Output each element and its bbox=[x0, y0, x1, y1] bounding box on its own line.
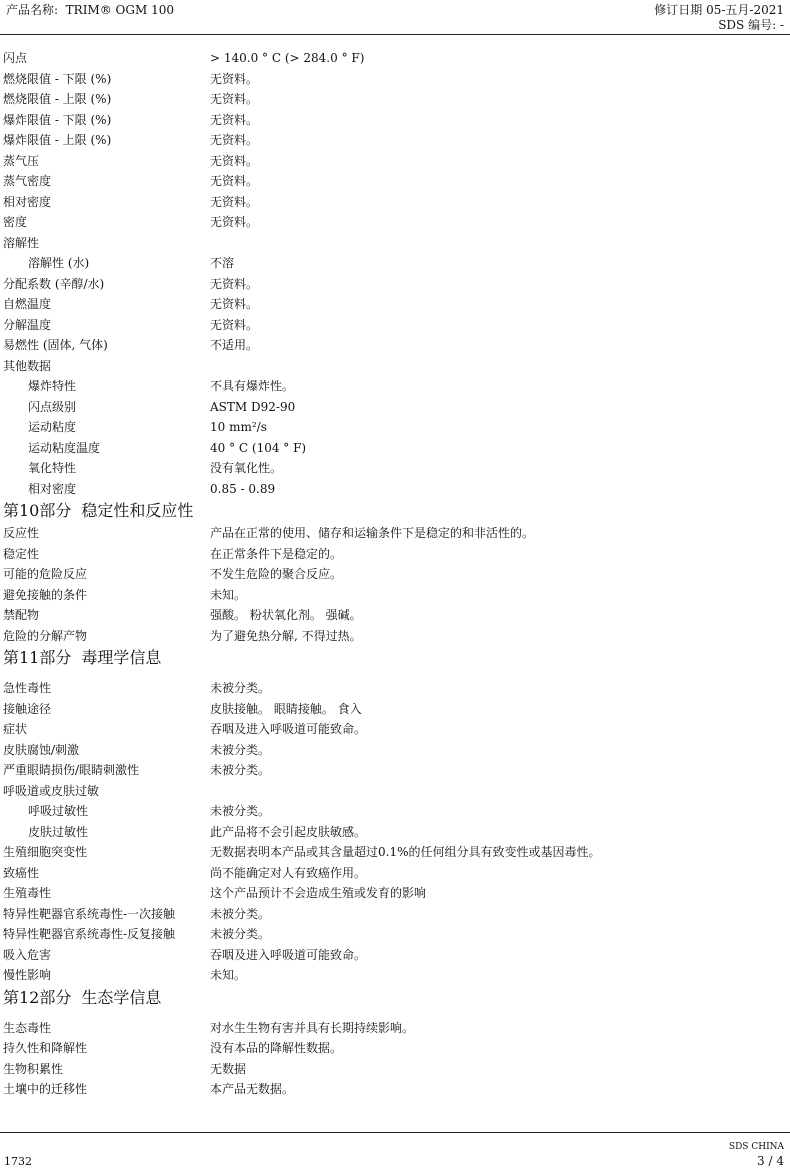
property-label: 接触途径 bbox=[3, 701, 52, 716]
property-row bbox=[0, 924, 790, 945]
property-row bbox=[0, 781, 790, 802]
property-label: 生态毒性 bbox=[3, 1020, 52, 1035]
property-value: 未被分类。 bbox=[210, 763, 271, 777]
property-row bbox=[0, 1038, 790, 1059]
section-12-number: 第12部分 bbox=[3, 987, 72, 1007]
property-label: 相对密度 bbox=[3, 194, 52, 209]
property-value: 无资料。 bbox=[210, 153, 259, 168]
property-label: 避免接触的条件 bbox=[3, 587, 88, 602]
property-label: 溶解性 bbox=[3, 235, 40, 250]
section-12-heading bbox=[0, 986, 790, 1010]
property-label: 爆炸限值 - 上限 (%) bbox=[3, 133, 112, 147]
property-value: ASTM D92-90 bbox=[210, 399, 296, 414]
section-10-number: 第10部分 bbox=[3, 501, 72, 520]
property-label: 相对密度 bbox=[28, 481, 77, 496]
property-label: 呼吸过敏性 bbox=[28, 804, 89, 818]
property-value: 无数据 bbox=[210, 1061, 247, 1076]
property-row bbox=[0, 585, 790, 606]
physical-properties-list bbox=[0, 48, 790, 499]
property-row bbox=[0, 965, 790, 986]
property-row bbox=[0, 822, 790, 843]
property-label: 严重眼睛损伤/眼睛刺激性 bbox=[3, 763, 140, 777]
property-label: 分配系数 (辛醇/水) bbox=[3, 276, 105, 291]
section-11-title: 毒理学信息 bbox=[81, 648, 162, 667]
property-label: 溶解性 (水) bbox=[28, 256, 90, 270]
property-row bbox=[0, 438, 790, 459]
property-row bbox=[0, 883, 790, 904]
property-row bbox=[0, 904, 790, 925]
property-row bbox=[0, 274, 790, 295]
region-label: SDS CHINA bbox=[728, 1142, 784, 1152]
property-label: 禁配物 bbox=[3, 608, 40, 622]
property-row bbox=[0, 315, 790, 336]
property-row bbox=[0, 130, 790, 151]
property-label: 呼吸道或皮肤过敏 bbox=[3, 783, 100, 798]
property-row bbox=[0, 212, 790, 233]
section-12-title: 生态学信息 bbox=[81, 987, 162, 1007]
property-value: 吞咽及进入呼吸道可能致命。 bbox=[210, 947, 367, 962]
property-value: 在正常条件下是稳定的。 bbox=[210, 546, 343, 561]
property-value: > 140.0 ° C (> 284.0 ° F) bbox=[210, 51, 365, 65]
property-label: 生物积累性 bbox=[3, 1061, 64, 1076]
property-value: 未被分类。 bbox=[210, 681, 271, 695]
property-value: 无资料。 bbox=[210, 174, 259, 188]
property-row bbox=[0, 479, 790, 500]
section-12-list bbox=[0, 1018, 790, 1100]
property-row bbox=[0, 678, 790, 699]
property-value: 不溶 bbox=[210, 256, 235, 270]
property-row bbox=[0, 171, 790, 192]
property-value: 无资料。 bbox=[210, 71, 259, 86]
property-row bbox=[0, 335, 790, 356]
property-row bbox=[0, 564, 790, 585]
property-label: 症状 bbox=[3, 722, 28, 736]
property-row bbox=[0, 89, 790, 110]
property-row bbox=[0, 760, 790, 781]
property-value: 0.85 - 0.89 bbox=[210, 481, 276, 496]
property-label: 慢性影响 bbox=[3, 968, 52, 982]
property-row bbox=[0, 151, 790, 172]
property-label: 反应性 bbox=[3, 526, 40, 540]
property-value: 未被分类。 bbox=[210, 742, 271, 757]
property-value: 未知。 bbox=[210, 587, 247, 602]
property-value: 未被分类。 bbox=[210, 906, 271, 921]
property-label: 急性毒性 bbox=[3, 681, 52, 695]
header-divider bbox=[0, 34, 790, 35]
property-row bbox=[0, 605, 790, 626]
property-label: 氧化特性 bbox=[28, 461, 77, 475]
property-value: 尚不能确定对人有致癌作用。 bbox=[210, 865, 367, 880]
property-row bbox=[0, 458, 790, 479]
document-body bbox=[0, 48, 790, 1100]
property-row bbox=[0, 192, 790, 213]
property-label: 持久性和降解性 bbox=[3, 1041, 88, 1055]
section-10-heading bbox=[0, 499, 790, 523]
property-label: 自燃温度 bbox=[3, 297, 52, 311]
property-value: 无资料。 bbox=[210, 215, 259, 229]
property-value: 无资料。 bbox=[210, 276, 259, 291]
property-value: 没有氧化性。 bbox=[210, 461, 283, 475]
property-label: 生殖毒性 bbox=[3, 886, 52, 900]
property-row bbox=[0, 523, 790, 544]
property-value: 本产品无数据。 bbox=[210, 1082, 295, 1096]
revision-date: 修订日期 05-五月-2021 bbox=[654, 3, 784, 17]
property-row bbox=[0, 110, 790, 131]
property-value: 皮肤接触。 眼睛接触。 食入 bbox=[210, 701, 362, 716]
property-value: 10 mm²/s bbox=[210, 420, 267, 434]
property-label: 分解温度 bbox=[3, 317, 52, 332]
product-name: 产品名称: TRIM® OGM 100 bbox=[6, 3, 174, 17]
page-header bbox=[0, 0, 790, 44]
section-10-list bbox=[0, 523, 790, 646]
property-row bbox=[0, 253, 790, 274]
property-label: 皮肤腐蚀/刺激 bbox=[3, 742, 80, 757]
property-label: 可能的危险反应 bbox=[3, 567, 88, 581]
section-11-heading bbox=[0, 646, 790, 670]
property-value: 这个产品预计不会造成生殖或发育的影响 bbox=[210, 886, 427, 900]
property-label: 致癌性 bbox=[3, 865, 40, 880]
property-value: 无资料。 bbox=[210, 133, 259, 147]
property-value: 对水生生物有害并具有长期持续影响。 bbox=[210, 1020, 415, 1035]
property-value: 无资料。 bbox=[210, 112, 259, 127]
property-value: 为了避免热分解, 不得过热。 bbox=[210, 628, 362, 643]
property-label: 爆炸限值 - 下限 (%) bbox=[3, 112, 112, 127]
property-row bbox=[0, 544, 790, 565]
property-label: 蒸气密度 bbox=[3, 174, 52, 188]
property-label: 运动粘度温度 bbox=[28, 440, 101, 455]
property-label: 密度 bbox=[3, 215, 28, 229]
page-footer bbox=[0, 1130, 790, 1170]
property-value: 未被分类。 bbox=[210, 804, 271, 818]
property-value: 无资料。 bbox=[210, 92, 259, 106]
property-label: 皮肤过敏性 bbox=[28, 824, 89, 839]
property-label: 闪点 bbox=[3, 51, 28, 65]
property-label: 特异性靶器官系统毒性-反复接触 bbox=[3, 927, 176, 941]
property-label: 危险的分解产物 bbox=[3, 628, 88, 643]
property-row bbox=[0, 1079, 790, 1100]
property-value: 产品在正常的使用、储存和运输条件下是稳定的和非活性的。 bbox=[210, 526, 535, 540]
property-row bbox=[0, 376, 790, 397]
property-value: 不发生危险的聚合反应。 bbox=[210, 567, 343, 581]
section-10-title: 稳定性和反应性 bbox=[81, 501, 194, 520]
property-label: 生殖细胞突变性 bbox=[3, 845, 88, 859]
property-label: 吸入危害 bbox=[3, 947, 52, 962]
property-label: 特异性靶器官系统毒性-一次接触 bbox=[3, 906, 176, 921]
property-value: 无资料。 bbox=[210, 297, 259, 311]
property-label: 燃烧限值 - 上限 (%) bbox=[3, 92, 112, 106]
property-row bbox=[0, 945, 790, 966]
property-value: 无资料。 bbox=[210, 317, 259, 332]
property-row bbox=[0, 294, 790, 315]
property-value: 强酸。 粉状氧化剂。 强碱。 bbox=[210, 608, 362, 622]
property-value: 不具有爆炸性。 bbox=[210, 379, 295, 393]
property-row bbox=[0, 699, 790, 720]
property-row bbox=[0, 1059, 790, 1080]
property-row bbox=[0, 740, 790, 761]
property-row bbox=[0, 863, 790, 884]
property-row bbox=[0, 801, 790, 822]
property-label: 闪点级别 bbox=[28, 399, 77, 414]
section-11-list bbox=[0, 678, 790, 986]
property-label: 运动粘度 bbox=[28, 420, 77, 434]
property-value: 吞咽及进入呼吸道可能致命。 bbox=[210, 722, 367, 736]
property-value: 此产品将不会引起皮肤敏感。 bbox=[210, 824, 367, 839]
document-code: 1732 bbox=[4, 1155, 32, 1168]
property-row bbox=[0, 417, 790, 438]
property-value: 无资料。 bbox=[210, 194, 259, 209]
sds-number: SDS 编号: - bbox=[718, 18, 784, 32]
property-label: 土壤中的迁移性 bbox=[3, 1082, 88, 1096]
property-label: 稳定性 bbox=[3, 546, 40, 561]
property-label: 蒸气压 bbox=[3, 153, 40, 168]
property-value: 未知。 bbox=[210, 968, 247, 982]
property-row bbox=[0, 48, 790, 69]
property-label: 燃烧限值 - 下限 (%) bbox=[3, 71, 112, 86]
footer-divider bbox=[0, 1132, 790, 1133]
property-value: 不适用。 bbox=[210, 338, 259, 352]
property-value: 40 ° C (104 ° F) bbox=[210, 440, 307, 455]
property-label: 其他数据 bbox=[3, 358, 52, 373]
property-row bbox=[0, 1018, 790, 1039]
property-value: 未被分类。 bbox=[210, 927, 271, 941]
property-label: 爆炸特性 bbox=[28, 379, 77, 393]
property-row bbox=[0, 626, 790, 647]
section-11-number: 第11部分 bbox=[3, 648, 72, 667]
property-row bbox=[0, 233, 790, 254]
property-row bbox=[0, 719, 790, 740]
property-row bbox=[0, 356, 790, 377]
property-value: 没有本品的降解性数据。 bbox=[210, 1041, 343, 1055]
property-value: 无数据表明本产品或其含量超过0.1%的任何组分具有致变性或基因毒性。 bbox=[210, 845, 601, 859]
page-number: 3 / 4 bbox=[757, 1154, 784, 1168]
property-row bbox=[0, 842, 790, 863]
property-row bbox=[0, 69, 790, 90]
property-label: 易燃性 (固体, 气体) bbox=[3, 338, 108, 352]
property-row bbox=[0, 397, 790, 418]
